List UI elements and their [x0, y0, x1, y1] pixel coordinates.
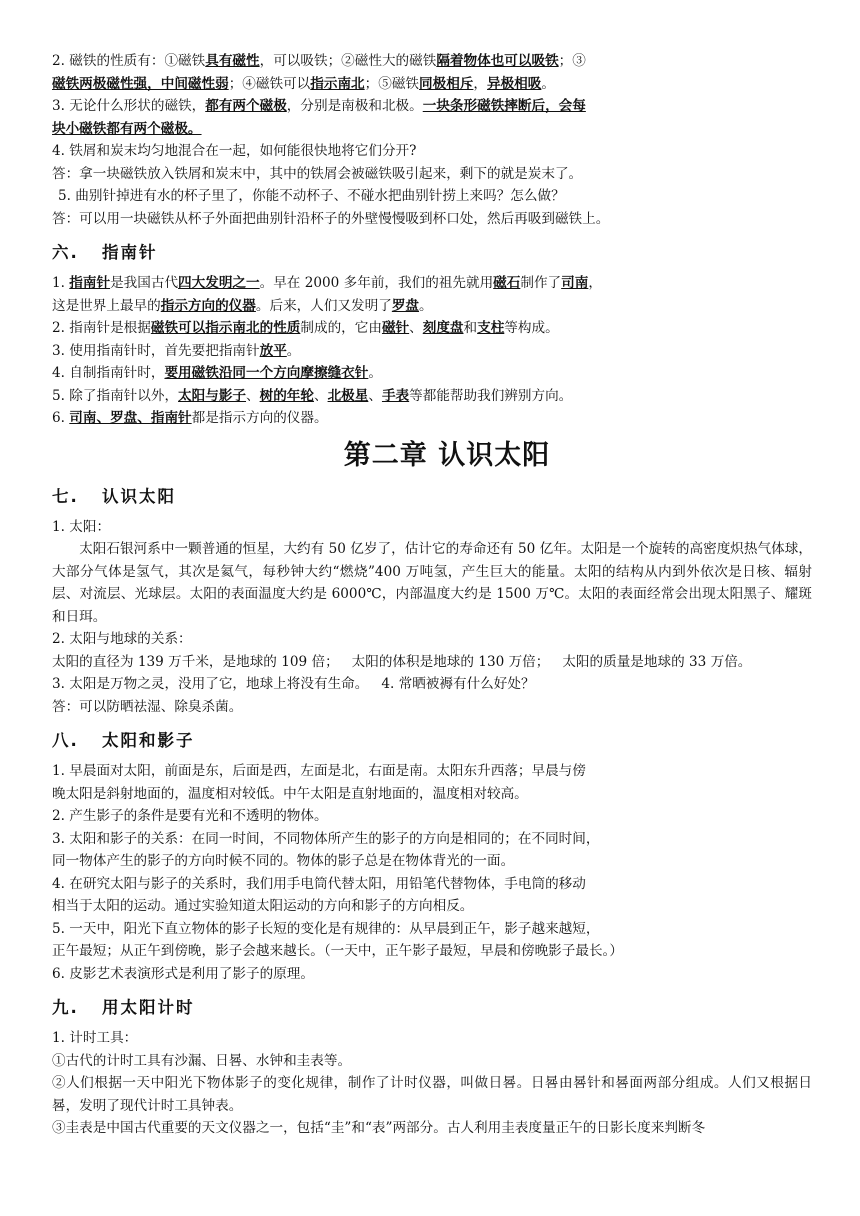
compass-item-5: 5. 除了指南针以外，太阳与影子、树的年轮、北极星、手表等都能帮助我们辨别方向。	[52, 387, 573, 404]
shadow-item-4-cont: 相当于太阳的运动。通过实验知道太阳运动的方向和影子的方向相反。	[52, 898, 474, 914]
shadow-item-2: 2. 产生影子的条件是要有光和不透明的物体。	[52, 808, 328, 824]
section-heading-compass: 六. 指南针	[52, 243, 158, 262]
document-page	[52, 50, 812, 1140]
shadow-item-1: 1. 早晨面对太阳，前面是东，后面是西，左面是北，右面是南。太阳东升西落；早晨与傍	[52, 763, 586, 779]
timing-point-3: ③圭表是中国古代重要的天文仪器之一，包括“圭”和“表”两部分。古人利用圭表度量正午的日影长度来判断冬	[52, 1120, 706, 1136]
shadow-item-3-cont: 同一物体产生的影子的方向时候不同的。物体的影子总是在物体背光的一面。	[52, 853, 515, 869]
section-heading-sun-shadow: 八. 太阳和影子	[52, 731, 195, 750]
compass-item-6: 6. 司南、罗盘、指南针都是指示方向的仪器。	[52, 410, 328, 426]
compass-item-1-cont: 这是世界上最早的指示方向的仪器。后来，人们又发明了罗盘。	[52, 297, 433, 314]
magnet-item-3: 3. 无论什么形状的磁铁，都有两个磁极，分别是南极和北极。一块条形磁铁摔断后，会每	[52, 98, 586, 114]
magnet-item-2: 2. 磁铁的性质有：①磁铁具有磁性，可以吸铁；②磁性大的磁铁隔着物体也可以吸铁；③	[52, 53, 586, 69]
compass-item-2: 2. 指南针是根据磁铁可以指示南北的性质制成的，它由磁针、刻度盘和支柱等构成。	[52, 320, 559, 336]
chapter-title: 第二章 认识太阳	[343, 439, 551, 471]
sun-item-2: 2. 太阳与地球的关系：	[52, 631, 192, 647]
sun-paragraph: 太阳石银河系中一颗普通的恒星，大约有 50 亿岁了，估计它的寿命还有 50 亿年。太阳是一个旋转的高密度炽热气体球，大部分气体是氢气，其次是氦气，每秒钟大约“燃烧”400 万吨氢，产生巨大的能量。太阳的结构从内到外依次是日核、辐射层、对流层、光球层。太阳的表面温度大约是 6000℃，内部温度大约是 1500 万℃。太阳的表面经常会出现太阳黑子、耀斑和日珥。	[52, 541, 812, 625]
compass-item-4: 4. 自制指南针时，要用磁铁沿同一个方向摩擦缝衣针。	[52, 365, 382, 381]
sun-earth-relation: 太阳的直径为 139 万千米，是地球的 109 倍； 太阳的体积是地球的 130 万倍； 太阳的质量是地球的 33 万倍。	[52, 653, 752, 670]
section-heading-sun-timing: 九. 用太阳计时	[52, 998, 195, 1017]
section-heading-know-sun: 七. 认识太阳	[52, 486, 176, 506]
shadow-item-3: 3. 太阳和影子的关系：在同一时间，不同物体所产生的影子的方向是相同的；在不同时间，	[52, 830, 600, 847]
magnet-item-4: 4. 铁屑和炭末均匀地混合在一起，如何能很快地将它们分开?	[52, 143, 417, 159]
sun-item-3: 3. 太阳是万物之灵，没用了它，地球上将没有生命。 4. 常晒被褥有什么好处？	[52, 676, 535, 692]
sun-answer-4: 答：可以防晒祛湿、除臭杀菌。	[52, 698, 243, 715]
shadow-item-6: 6. 皮影艺术表演形式是利用了影子的原理。	[52, 965, 314, 982]
shadow-item-5: 5. 一天中，阳光下直立物体的影子长短的变化是有规律的：从早晨到正午，影子越来越短，	[52, 920, 600, 937]
magnet-item-3-cont: 块小磁铁都有两个磁极。	[52, 120, 202, 137]
compass-item-1: 1. 指南针是我国古代四大发明之一。早在 2000 多年前，我们的祖先就用磁石制作了司南，	[52, 275, 602, 291]
magnet-item-5: 5. 曲别针掉进有水的杯子里了，你能不动杯子、不碰水把曲别针捞上来吗？怎么做？	[58, 188, 565, 204]
sun-item-1: 1. 太阳：	[52, 518, 111, 535]
magnet-answer-5: 答：可以用一块磁铁从杯子外面把曲别针沿杯子的外壁慢慢吸到杯口处，然后再吸到磁铁上。	[52, 210, 610, 227]
timing-item-1: 1. 计时工具：	[52, 1030, 138, 1046]
timing-point-1: ①古代的计时工具有沙漏、日晷、水钟和圭表等。	[52, 1052, 352, 1069]
compass-item-3: 3. 使用指南针时，首先要把指南针放平。	[52, 342, 301, 359]
shadow-item-5-cont: 正午最短；从正午到傍晚，影子会越来越长。（一天中，正午影子最短，早晨和傍晚影子最长。）	[52, 943, 623, 959]
magnet-item-2-cont: 磁铁两极磁性强，中间磁性弱；④磁铁可以指示南北；⑤磁铁同极相斥，异极相吸。	[52, 75, 555, 92]
shadow-item-1-cont: 晚太阳是斜射地面的，温度相对较低。中午太阳是直射地面的，温度相对较高。	[52, 785, 528, 802]
shadow-item-4: 4. 在研究太阳与影子的关系时，我们用手电筒代替太阳，用铅笔代替物体，手电筒的移动	[52, 875, 586, 892]
magnet-answer-4: 答：拿一块磁铁放入铁屑和炭末中，其中的铁屑会被磁铁吸引起来，剩下的就是炭末了。	[52, 165, 583, 182]
timing-point-2: ②人们根据一天中阳光下物体影子的变化规律，制作了计时仪器，叫做日晷。日晷由晷针和晷面两部分组成。人们又根据日晷，发明了现代计时工具钟表。	[52, 1075, 812, 1114]
